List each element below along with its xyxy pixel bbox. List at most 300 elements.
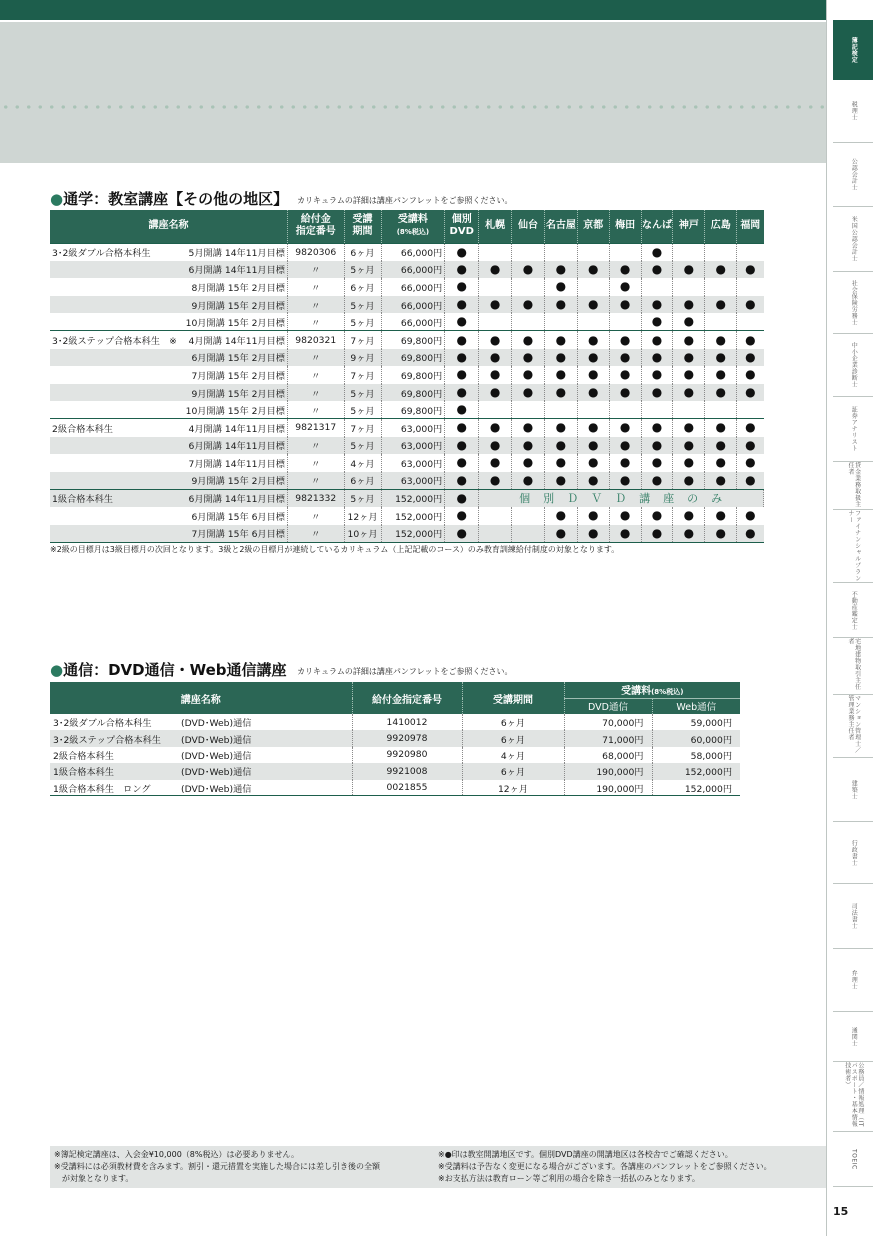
side-tab[interactable] xyxy=(833,397,873,462)
city-cell xyxy=(609,261,641,279)
city-cell xyxy=(641,507,673,525)
col-header-code xyxy=(287,210,344,243)
grant-code: 9920978 xyxy=(352,730,462,746)
table-row xyxy=(50,489,764,507)
city-cell xyxy=(673,401,705,419)
table-row xyxy=(50,525,764,543)
available-dot-icon: ● xyxy=(619,385,631,400)
available-dot-icon: ● xyxy=(715,472,726,487)
side-tab[interactable] xyxy=(833,334,873,397)
available-dot-icon: ● xyxy=(745,385,756,400)
city-cell xyxy=(479,454,512,472)
city-cell xyxy=(705,278,737,296)
city-cell xyxy=(512,278,545,296)
available-dot-icon: ● xyxy=(651,332,663,347)
available-dot-icon: ● xyxy=(522,437,534,452)
course-period: 6ヶ月 xyxy=(344,243,381,261)
available-dot-icon: ● xyxy=(456,314,467,329)
course-term: 10月開講 15年 2月目標 xyxy=(182,313,288,331)
available-dot-icon: ● xyxy=(555,332,567,347)
grant-code: 9821332 xyxy=(287,489,344,507)
page-number: 15 xyxy=(833,1205,849,1218)
available-dot-icon: ● xyxy=(683,367,695,382)
available-dot-icon: ● xyxy=(456,349,467,364)
note-line: ※●印は教室開講地区です。個別DVD講座の開講地区は各校舎でご確認ください。 xyxy=(438,1150,733,1159)
city-cell xyxy=(737,507,764,525)
table-row xyxy=(50,401,764,419)
dvd-cell xyxy=(445,278,479,296)
course-period: 6ヶ月 xyxy=(344,278,381,296)
dvd-cell xyxy=(445,401,479,419)
city-cell xyxy=(705,525,737,543)
side-tab[interactable] xyxy=(833,1132,873,1187)
available-dot-icon: ● xyxy=(588,437,599,452)
side-tab[interactable] xyxy=(833,1012,873,1062)
dvd-cell xyxy=(445,525,479,543)
dvd-cell xyxy=(445,261,479,279)
course-term: 6月開講 14年11月目標 xyxy=(182,261,288,279)
dvd-cell xyxy=(445,313,479,331)
course-period: 10ヶ月 xyxy=(344,525,381,543)
city-cell xyxy=(544,507,577,525)
available-dot-icon: ● xyxy=(489,367,501,382)
table-row xyxy=(50,730,740,746)
col-header-name: 講座名称 xyxy=(50,210,287,243)
side-tab-label: 宅地建物取引主任者 xyxy=(847,638,861,690)
dvd-fee: 190,000円 xyxy=(564,780,652,796)
side-tab-label: 公務員／情報処理（ITパスポート・基本情報技術者） xyxy=(843,1062,864,1127)
city-cell xyxy=(512,243,545,261)
grant-code: 〃 xyxy=(287,349,344,367)
table-row xyxy=(50,331,764,349)
col-header-fee xyxy=(564,682,740,698)
available-dot-icon: ● xyxy=(619,455,631,470)
course-period: 5ヶ月 xyxy=(344,437,381,455)
city-cell xyxy=(577,384,609,402)
table-row xyxy=(50,366,764,384)
available-dot-icon: ● xyxy=(683,420,695,435)
city-cell xyxy=(705,507,737,525)
course-period: 12ヶ月 xyxy=(344,507,381,525)
city-cell xyxy=(641,419,673,437)
col-header-city: 広島 xyxy=(705,210,737,243)
side-tab[interactable] xyxy=(833,20,873,80)
city-cell xyxy=(673,331,705,349)
available-dot-icon: ● xyxy=(651,367,663,382)
available-dot-icon: ● xyxy=(619,420,631,435)
city-cell xyxy=(544,525,577,543)
side-tab[interactable] xyxy=(833,822,873,884)
table-row xyxy=(50,384,764,402)
available-dot-icon: ● xyxy=(715,332,726,347)
dvd-cell xyxy=(445,437,479,455)
col-header-city: 仙台 xyxy=(512,210,545,243)
city-cell xyxy=(577,454,609,472)
available-dot-icon: ● xyxy=(489,332,501,347)
side-tab-label: 通関士 xyxy=(850,1026,858,1047)
note-line: ※簿記検定講座は、入会金¥10,000（8%税込）は必要ありません。 xyxy=(54,1150,299,1159)
available-dot-icon: ● xyxy=(715,297,726,312)
available-dot-icon: ● xyxy=(683,455,695,470)
city-cell xyxy=(609,401,641,419)
dvd-cell xyxy=(445,507,479,525)
available-dot-icon: ● xyxy=(489,437,501,452)
dvd-cell xyxy=(445,349,479,367)
side-tab[interactable] xyxy=(833,884,873,949)
side-tab[interactable] xyxy=(833,462,873,510)
course-fee: 66,000円 xyxy=(381,296,445,314)
available-dot-icon: ● xyxy=(555,279,567,294)
course-fee: 63,000円 xyxy=(381,454,445,472)
grant-code: 〃 xyxy=(287,472,344,490)
city-cell xyxy=(577,243,609,261)
fee-header-line1: 受講料 xyxy=(397,214,428,226)
city-cell xyxy=(479,525,512,543)
grant-code: 〃 xyxy=(287,278,344,296)
col-header-name: 講座名称 xyxy=(50,682,352,714)
city-cell xyxy=(609,525,641,543)
section1-footnote: ※2級の目標月は3級目標月の次回となります。3級と2級の目標月が連続しているカリキュラム（上記記載のコース）のみ教育訓練給付制度の対象となります。 xyxy=(50,545,620,554)
dvd-fee: 68,000円 xyxy=(564,747,652,763)
city-cell xyxy=(641,296,673,314)
city-cell xyxy=(577,331,609,349)
available-dot-icon: ● xyxy=(522,420,534,435)
side-tab[interactable] xyxy=(833,143,873,207)
city-cell xyxy=(544,472,577,490)
available-dot-icon: ● xyxy=(555,472,567,487)
city-cell xyxy=(641,472,673,490)
city-cell xyxy=(737,278,764,296)
city-cell xyxy=(609,472,641,490)
available-dot-icon: ● xyxy=(683,297,695,312)
classroom-course-table xyxy=(50,210,764,543)
city-cell xyxy=(737,261,764,279)
side-index-tabs xyxy=(826,0,874,1236)
available-dot-icon: ● xyxy=(588,261,599,276)
available-dot-icon: ● xyxy=(683,261,695,276)
available-dot-icon: ● xyxy=(456,455,467,470)
course-period: 7ヶ月 xyxy=(344,366,381,384)
course-term: 7月開講 14年11月目標 xyxy=(182,454,288,472)
city-cell xyxy=(705,454,737,472)
available-dot-icon: ● xyxy=(555,525,567,540)
side-tab[interactable] xyxy=(833,272,873,334)
available-dot-icon: ● xyxy=(456,332,467,347)
city-cell xyxy=(479,261,512,279)
notes-left xyxy=(54,1149,380,1185)
col-header-period: 受講期間 xyxy=(462,682,564,714)
city-cell xyxy=(544,296,577,314)
course-term: 6月開講 15年 6月目標 xyxy=(182,507,288,525)
note-line: が対象となります。 xyxy=(54,1174,134,1183)
city-cell xyxy=(673,507,705,525)
city-cell xyxy=(705,331,737,349)
course-name xyxy=(50,472,182,490)
course-name: 3･2級ダブル合格本科生 xyxy=(53,718,152,730)
dvd-header-line1: 個別 xyxy=(451,214,472,226)
available-dot-icon: ● xyxy=(651,437,663,452)
web-fee: 60,000円 xyxy=(652,730,740,746)
dotted-divider xyxy=(0,104,826,110)
course-term: 6月開講 15年 2月目標 xyxy=(182,349,288,367)
section1-note: カリキュラムの詳細は講座パンフレットをご参照ください。 xyxy=(297,196,513,205)
city-cell xyxy=(673,437,705,455)
course-term: 9月開講 15年 2月目標 xyxy=(182,296,288,314)
available-dot-icon: ● xyxy=(745,367,756,382)
available-dot-icon: ● xyxy=(715,367,726,382)
available-dot-icon: ● xyxy=(683,314,695,329)
city-cell xyxy=(544,401,577,419)
city-cell xyxy=(544,366,577,384)
side-tab-label: 米国公認会計士 xyxy=(850,216,858,262)
city-cell xyxy=(544,313,577,331)
course-period: 5ヶ月 xyxy=(344,384,381,402)
side-tab-label: 証券アナリスト xyxy=(850,406,858,452)
note-line: ※お支払方法は教育ローン等ご利用の場合を除き一括払のみとなります。 xyxy=(438,1174,700,1183)
course-period: 5ヶ月 xyxy=(344,296,381,314)
grant-code: 〃 xyxy=(287,313,344,331)
course-fee: 69,800円 xyxy=(381,331,445,349)
side-tab[interactable] xyxy=(833,1062,873,1132)
city-cell xyxy=(512,525,545,543)
table-header-row xyxy=(50,210,764,243)
available-dot-icon: ● xyxy=(651,525,663,540)
grant-code: 9820321 xyxy=(287,331,344,349)
side-tab-label: 司法書士 xyxy=(850,903,858,929)
city-cell xyxy=(512,384,545,402)
course-name xyxy=(50,384,182,402)
dvd-fee: 71,000円 xyxy=(564,730,652,746)
available-dot-icon: ● xyxy=(456,472,467,487)
dvd-header-line2: DVD xyxy=(449,226,474,238)
course-period: 5ヶ月 xyxy=(344,261,381,279)
available-dot-icon: ● xyxy=(489,472,501,487)
col-header-web-fee: Web通信 xyxy=(652,698,740,714)
grant-code: 〃 xyxy=(287,525,344,543)
side-tab[interactable] xyxy=(833,695,873,758)
table-header-row xyxy=(50,682,740,698)
available-dot-icon: ● xyxy=(522,261,534,276)
city-cell xyxy=(479,366,512,384)
available-dot-icon: ● xyxy=(489,455,501,470)
course-name xyxy=(50,313,182,331)
city-cell xyxy=(512,366,545,384)
city-cell xyxy=(479,419,512,437)
city-cell xyxy=(737,384,764,402)
dvd-cell xyxy=(445,489,479,507)
available-dot-icon: ● xyxy=(489,385,501,400)
available-dot-icon: ● xyxy=(489,297,501,312)
available-dot-icon: ● xyxy=(619,261,631,276)
section2-note: カリキュラムの詳細は講座パンフレットをご参照ください。 xyxy=(297,667,513,676)
available-dot-icon: ● xyxy=(555,508,567,523)
city-cell xyxy=(673,243,705,261)
available-dot-icon: ● xyxy=(555,367,567,382)
available-dot-icon: ● xyxy=(683,385,695,400)
city-cell xyxy=(705,472,737,490)
dvd-cell xyxy=(445,366,479,384)
city-cell xyxy=(705,419,737,437)
city-cell xyxy=(544,349,577,367)
available-dot-icon: ● xyxy=(555,261,567,276)
city-cell xyxy=(673,366,705,384)
city-cell xyxy=(641,525,673,543)
col-header-city: 梅田 xyxy=(609,210,641,243)
course-fee: 66,000円 xyxy=(381,261,445,279)
city-cell xyxy=(705,401,737,419)
course-term: 7月開講 15年 6月目標 xyxy=(182,525,288,543)
col-header-city: 神戸 xyxy=(673,210,705,243)
side-tab-label: 簿記検定 xyxy=(850,37,858,63)
side-tab[interactable] xyxy=(833,758,873,822)
available-dot-icon: ● xyxy=(456,437,467,452)
available-dot-icon: ● xyxy=(456,402,467,417)
course-fee: 69,800円 xyxy=(381,384,445,402)
available-dot-icon: ● xyxy=(456,297,467,312)
dvd-cell xyxy=(445,331,479,349)
course-type: (DVD･Web)通信 xyxy=(178,763,352,779)
course-name: 2級合格本科生 xyxy=(53,750,114,762)
course-name xyxy=(50,296,182,314)
side-tab[interactable] xyxy=(833,80,873,143)
course-period: 5ヶ月 xyxy=(344,489,381,507)
table-row xyxy=(50,278,764,296)
available-dot-icon: ● xyxy=(619,367,631,382)
available-dot-icon: ● xyxy=(715,385,726,400)
section2-title-text: 通信：DVD通信・Web通信講座 xyxy=(63,661,287,679)
available-dot-icon: ● xyxy=(683,437,695,452)
city-cell xyxy=(479,349,512,367)
available-dot-icon: ● xyxy=(489,420,501,435)
city-cell xyxy=(577,419,609,437)
available-dot-icon: ● xyxy=(456,244,467,259)
city-cell xyxy=(737,525,764,543)
course-fee: 152,000円 xyxy=(381,525,445,543)
col-header-period xyxy=(344,210,381,243)
city-cell xyxy=(577,296,609,314)
course-name xyxy=(50,507,182,525)
table-row xyxy=(50,437,764,455)
grant-code: 〃 xyxy=(287,384,344,402)
available-dot-icon: ● xyxy=(715,349,726,364)
side-tab[interactable] xyxy=(833,949,873,1012)
city-cell xyxy=(577,401,609,419)
col-header-dvd-fee: DVD通信 xyxy=(564,698,652,714)
side-tab-label: 建築士 xyxy=(850,779,858,800)
city-cell xyxy=(737,331,764,349)
course-period: 4ヶ月 xyxy=(462,747,564,763)
available-dot-icon: ● xyxy=(456,420,467,435)
course-term: 4月開講 14年11月目標 xyxy=(182,331,288,349)
city-cell xyxy=(641,454,673,472)
table-row xyxy=(50,507,764,525)
city-cell xyxy=(512,472,545,490)
city-cell xyxy=(479,472,512,490)
city-cell xyxy=(737,401,764,419)
grant-code: 〃 xyxy=(287,296,344,314)
course-term: 9月開講 15年 2月目標 xyxy=(182,384,288,402)
available-dot-icon: ● xyxy=(651,472,663,487)
section1-title xyxy=(50,188,288,209)
grant-code: 9820306 xyxy=(287,243,344,261)
dvd-cell xyxy=(445,384,479,402)
course-term: 4月開講 14年11月目標 xyxy=(182,419,288,437)
course-name xyxy=(50,278,182,296)
course-term: 6月開講 14年11月目標 xyxy=(182,437,288,455)
section1-bullet-icon: ● xyxy=(50,190,64,208)
city-cell xyxy=(705,349,737,367)
available-dot-icon: ● xyxy=(588,332,599,347)
fee-header-line2: (8%税込) xyxy=(396,228,430,237)
available-dot-icon: ● xyxy=(588,297,599,312)
side-tab-label: 税理士 xyxy=(850,101,858,121)
city-cell xyxy=(609,366,641,384)
city-cell xyxy=(577,507,609,525)
note-line: ※受講料は予告なく変更になる場合がございます。各講座のパンフレットをご参照ください。 xyxy=(438,1162,772,1171)
available-dot-icon: ● xyxy=(651,455,663,470)
fee-header-label: 受講料 xyxy=(621,686,652,698)
col-header-city: 福岡 xyxy=(737,210,764,243)
city-cell xyxy=(641,437,673,455)
city-cell xyxy=(479,243,512,261)
col-header-city: 名古屋 xyxy=(544,210,577,243)
course-fee: 63,000円 xyxy=(381,419,445,437)
city-cell xyxy=(609,331,641,349)
city-cell xyxy=(577,278,609,296)
col-header-city: 京都 xyxy=(577,210,609,243)
city-cell xyxy=(705,296,737,314)
notes-right xyxy=(438,1149,772,1185)
city-cell xyxy=(737,313,764,331)
period-header-line2: 期間 xyxy=(352,226,373,238)
city-cell xyxy=(641,384,673,402)
table-row xyxy=(50,472,764,490)
course-name: 1級合格本科生 xyxy=(50,763,178,779)
web-fee: 152,000円 xyxy=(684,783,733,795)
course-fee: 63,000円 xyxy=(381,437,445,455)
available-dot-icon: ● xyxy=(588,508,599,523)
side-tab[interactable] xyxy=(833,207,873,272)
available-dot-icon: ● xyxy=(745,297,756,312)
table-row xyxy=(50,419,764,437)
available-dot-icon: ● xyxy=(619,332,631,347)
city-cell xyxy=(544,243,577,261)
city-cell xyxy=(512,507,545,525)
available-dot-icon: ● xyxy=(619,349,631,364)
side-tab[interactable] xyxy=(833,638,873,695)
available-dot-icon: ● xyxy=(715,420,726,435)
table-row xyxy=(50,454,764,472)
side-tab-label: 弁理士 xyxy=(850,970,858,990)
course-name: 1級合格本科生 xyxy=(50,489,182,507)
side-tab[interactable] xyxy=(833,583,873,638)
course-period: 6ヶ月 xyxy=(344,472,381,490)
city-cell xyxy=(673,384,705,402)
table-row xyxy=(50,313,764,331)
available-dot-icon: ● xyxy=(456,525,467,540)
city-cell xyxy=(512,349,545,367)
city-cell xyxy=(641,331,673,349)
available-dot-icon: ● xyxy=(651,314,663,329)
col-header-fee xyxy=(381,210,445,243)
course-term: 9月開講 15年 2月目標 xyxy=(182,472,288,490)
city-cell xyxy=(609,419,641,437)
city-cell xyxy=(512,401,545,419)
side-tab[interactable] xyxy=(833,510,873,583)
city-cell xyxy=(641,243,673,261)
available-dot-icon: ● xyxy=(683,525,695,540)
side-tab-label: 不動産鑑定士 xyxy=(850,590,858,630)
